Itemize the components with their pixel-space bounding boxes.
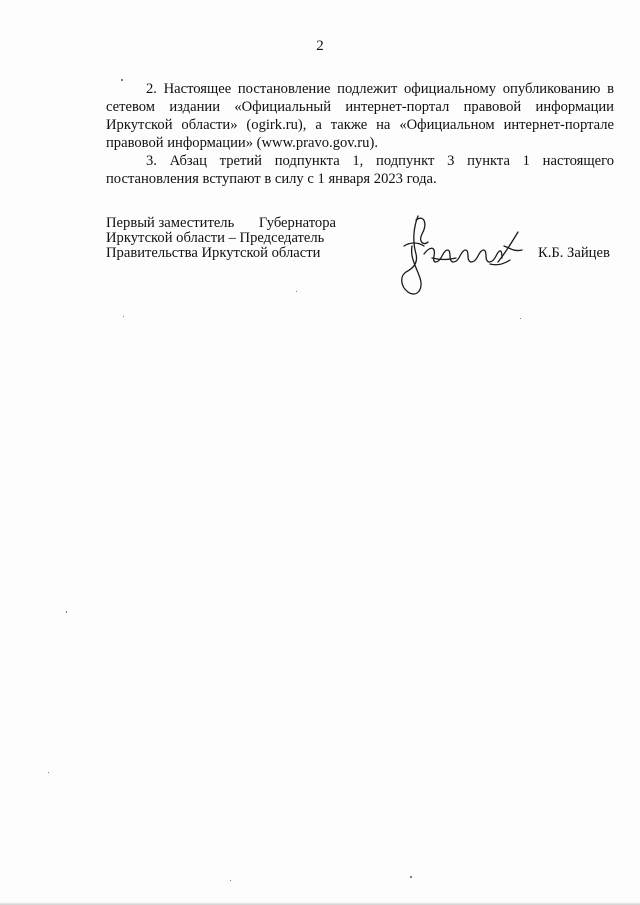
scan-speck	[410, 876, 412, 878]
signatory-title-line-3: Правительства Иркутской области	[106, 245, 321, 261]
scan-speck	[520, 318, 521, 319]
scan-speck	[123, 316, 124, 317]
scan-speck	[66, 611, 67, 613]
signatory-title-line-1-a: Первый заместитель	[106, 215, 235, 231]
scan-speck	[121, 79, 123, 81]
signer-name: К.Б. Зайцев	[538, 245, 610, 261]
paragraph-3: 3. Абзац третий подпункта 1, подпункт 3 пункта 1 настоящего постановления вступают в силу с 1 января 2023 года.	[106, 153, 614, 187]
paragraph-2: 2. Настоящее постановление подлежит официальному опубликованию в сетевом издании «Официальный интернет-портал правовой информации Иркутской области» (ogirk.ru), а также на «Официальном интернет-портале правовой информации» (www.pravo.gov.ru).	[106, 81, 614, 151]
handwritten-signature	[394, 206, 534, 302]
document-body	[106, 80, 614, 188]
scan-speck	[230, 880, 231, 881]
scan-speck	[296, 291, 297, 292]
signatory-title-line-1	[106, 216, 336, 231]
signatory-title-line-2: Иркутской области – Председатель	[106, 230, 325, 246]
signatory-title-line-1-b: Губернатора	[258, 215, 336, 231]
signatory-title	[106, 216, 346, 261]
scan-speck	[48, 772, 49, 773]
page-number: 2	[316, 38, 324, 54]
